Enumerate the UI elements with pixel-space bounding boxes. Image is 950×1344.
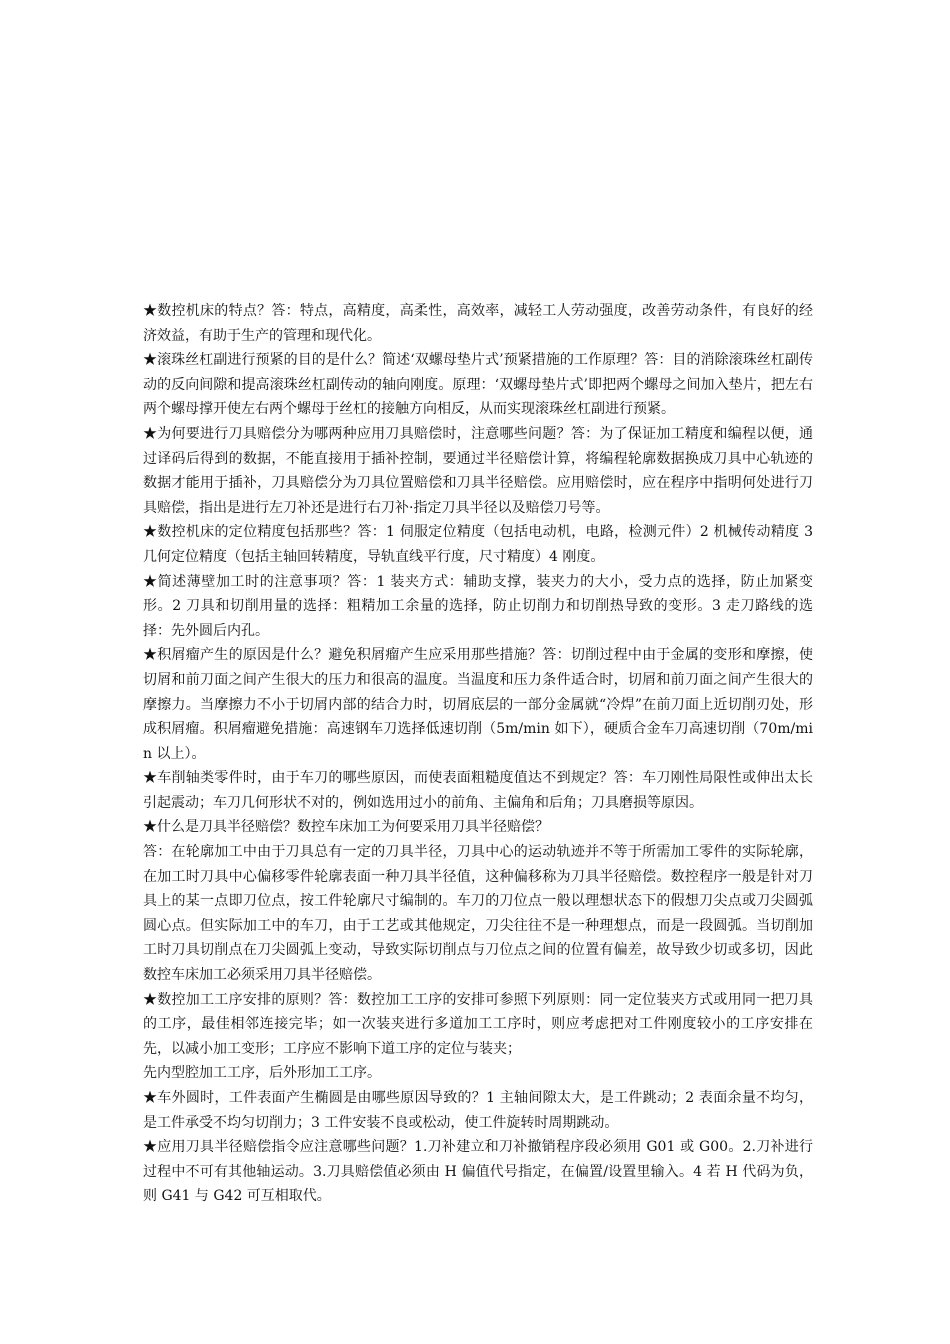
paragraph-compensation-commands: ★应用刀具半径赔偿指令应注意哪些问题？1.刀补建立和刀补撤销程序段必须用 G01 或 G00。2.刀补进行过程中不可有其他轴运动。3.刀具赔偿值必须由 H 偏值代号指定，在偏置/设置里输入。4 若 H 代码为负，则 G41 与 G42 可互相取代。 — [143, 1139, 813, 1205]
paragraph-ball-screw-preload: ★滚珠丝杠副进行预紧的目的是什么？简述‘双螺母垫片式’预紧措施的工作原理？答：目的消除滚珠丝杠副传动的反向间隙和提高滚珠丝杠副传动的轴向刚度。原理：‘双螺母垫片式’即把两个螺母之间加入垫片，把左右两个螺母撑开使左右两个螺母于丝杠的接触方向相反，从而实现滚珠丝杠副进行预紧。 — [143, 352, 813, 418]
document-body — [143, 299, 813, 1209]
paragraph-built-up-edge: ★积屑瘤产生的原因是什么？避免积屑瘤产生应采用那些措施？答：切削过程中由于金属的变形和摩擦，使切屑和前刀面之间产生很大的压力和很高的温度。当温度和压力条件适合时，切屑和前刀面之间产生很大的摩擦力。当摩擦力不小于切屑内部的结合力时，切屑底层的一部分金属就“冷焊”在前刀面上近切削刃处，形成积屑瘤。积屑瘤避免措施：高速钢车刀选择低速切削（5m/min 如下），硬质合金车刀高速切削（70m/min 以上）。 — [143, 647, 813, 762]
paragraph-tool-compensation: ★为何要进行刀具赔偿分为哪两种应用刀具赔偿时，注意哪些问题？答：为了保证加工精度和编程以便，通过译码后得到的数据，不能直接用于插补控制，要通过半径赔偿计算，将编程轮廓数据换成刀具中心轨迹的数据才能用于插补，刀具赔偿分为刀具位置赔偿和刀具半径赔偿。应用赔偿时，应在程序中指明何处进行刀具赔偿，指出是进行左刀补还是进行右刀补·指定刀具半径以及赔偿刀号等。 — [143, 425, 813, 516]
paragraph-radius-compensation-question: ★什么是刀具半径赔偿？数控车床加工为何要采用刀具半径赔偿？ — [143, 819, 549, 836]
paragraph-surface-roughness: ★车削轴类零件时，由于车刀的哪些原因，而使表面粗糙度值达不到规定？答：车刀刚性局限性或伸出太长引起震动；车刀几何形状不对的，例如选用过小的前角、主偏角和后角；刀具磨损等原因。 — [143, 770, 813, 811]
paragraph-cnc-features: ★数控机床的特点？答：特点，高精度，高柔性，高效率，减轻工人劳动强度，改善劳动条件，有良好的经济效益，有助于生产的管理和现代化。 — [143, 303, 813, 344]
paragraph-process-arrangement: ★数控加工工序安排的原则？答：数控加工工序的安排可参照下列原则：同一定位装夹方式或用同一把刀具的工序，最佳相邻连接完毕；如一次装夹进行多道加工工序时，则应考虑把对工件刚度较小的工序安排在先，以减小加工变形；工序应不影响下道工序的定位与装夹； — [143, 991, 813, 1057]
paragraph-turning-ellipse: ★车外圆时，工件表面产生椭圆是由哪些原因导致的？1 主轴间隙太大，是工件跳动；2 表面余量不均匀，是工件承受不均匀切削力；3 工件安装不良或松动，使工件旋转时周期跳动。 — [143, 1090, 813, 1131]
paragraph-radius-compensation-answer: 答：在轮廓加工中由于刀具总有一定的刀具半径，刀具中心的运动轨迹并不等于所需加工零件的实际轮廓，在加工时刀具中心偏移零件轮廓表面一种刀具半径值，这种偏移称为刀具半径赔偿。数控程序一般是针对刀具上的某一点即刀位点，按工件轮廓尺寸编制的。车刀的刀位点一般以理想状态下的假想刀尖点或刀尖圆弧圆心点。但实际加工中的车刀，由于工艺或其他规定，刀尖往往不是一种理想点，而是一段圆弧。当切削加工时刀具切削点在刀尖圆弧上变动，导致实际切削点与刀位点之间的位置有偏差，故导致少切或多切，因此数控车床加工必须采用刀具半径赔偿。 — [143, 844, 813, 984]
paragraph-process-arrangement-continued: 先内型腔加工工序，后外形加工工序。 — [143, 1065, 381, 1082]
paragraph-thin-wall-machining: ★简述薄壁加工时的注意事项？答：1 装夹方式：辅助支撑，装夹力的大小，受力点的选择，防止加紧变形。2 刀具和切削用量的选择：粗精加工余量的选择，防止切削力和切削热导致的变形。3 走刀路线的选择：先外圆后内孔。 — [143, 573, 813, 639]
paragraph-positioning-accuracy: ★数控机床的定位精度包括那些？答：1 伺服定位精度（包括电动机，电路，检测元件）2 机械传动精度 3 几何定位精度（包括主轴回转精度，导轨直线平行度，尺寸精度）4 刚度。 — [143, 524, 813, 565]
